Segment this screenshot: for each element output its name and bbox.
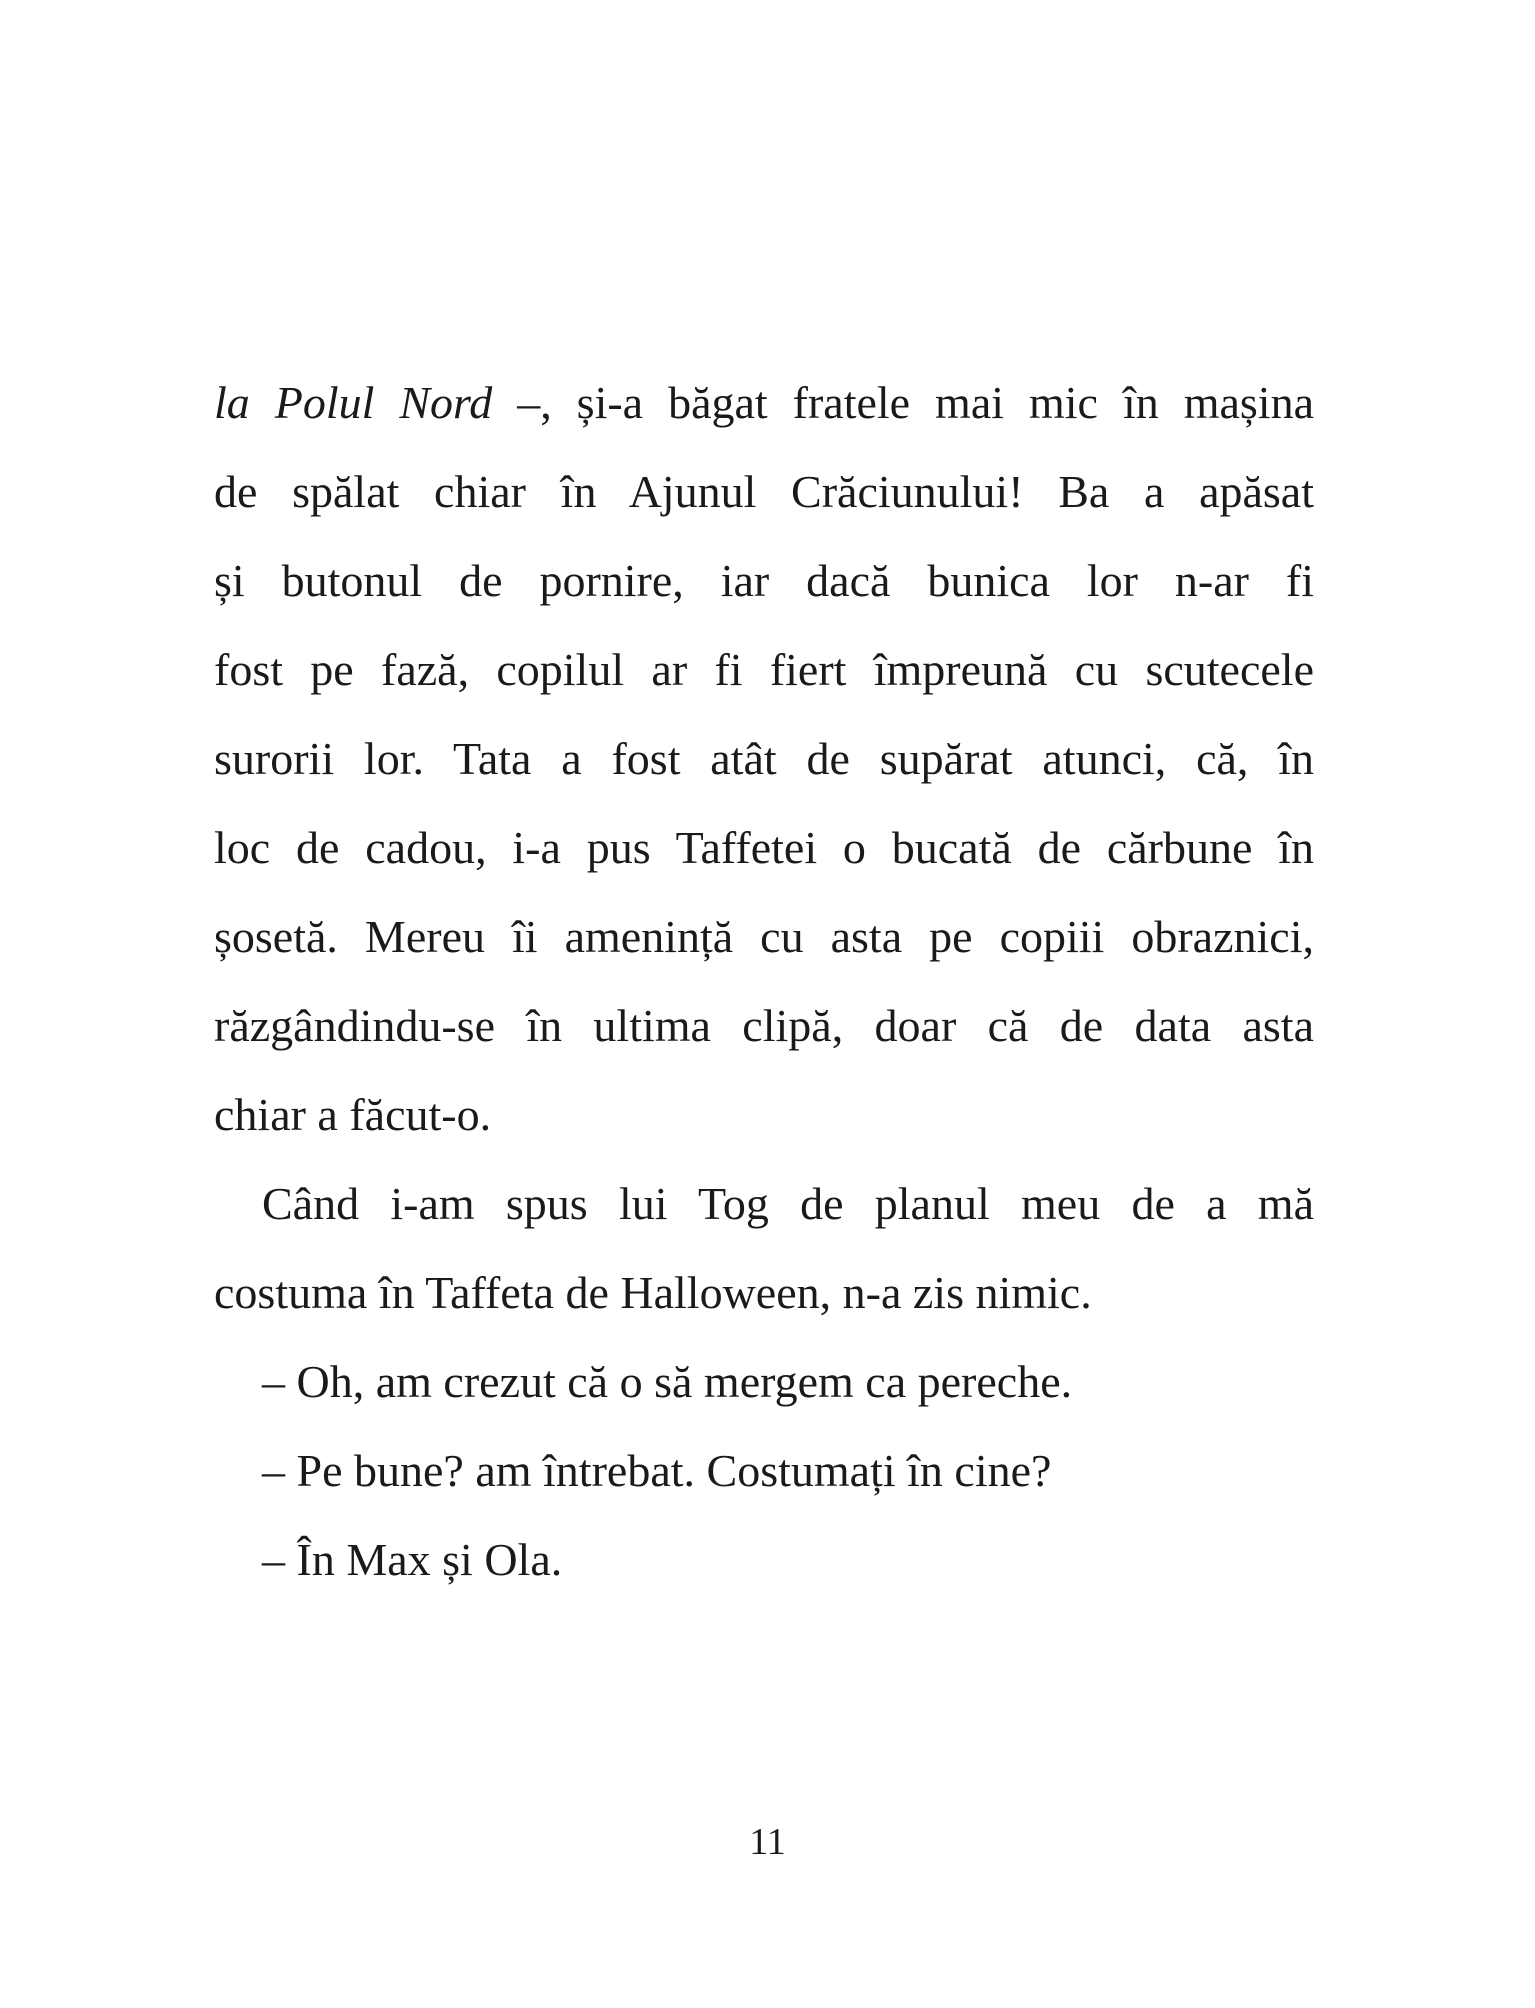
text-line: de spălat chiar în Ajunul Crăciunului! Ba a apăsat (214, 466, 1314, 517)
text-line: răzgândindu-se în ultima clipă, doar că de data asta (214, 1000, 1314, 1051)
text-line (214, 358, 1314, 447)
text-line-rest: –, și-a băgat fratele mai mic în mașina (492, 377, 1314, 428)
page-number: 11 (749, 1821, 786, 1863)
text-line: și butonul de pornire, iar dacă bunica lor n-ar fi (214, 555, 1314, 606)
text-line: fost pe fază, copilul ar fi fiert împreună cu scutecele (214, 644, 1314, 695)
text-line: Când i-am spus lui Tog de planul meu de a mă (262, 1178, 1314, 1229)
text-line: șosetă. Mereu îi amenință cu asta pe copiii obraznici, (214, 911, 1314, 962)
italic-phrase: la Polul Nord (214, 377, 493, 428)
dialogue-line: – Oh, am crezut că o să mergem ca pereche. (262, 1356, 1073, 1407)
text-line: surorii lor. Tata a fost atât de supărat atunci, că, în (214, 733, 1314, 784)
dialogue-line: – Pe bune? am întrebat. Costumați în cine? (262, 1445, 1052, 1496)
text-line: chiar a făcut-o. (214, 1089, 492, 1140)
body-text (214, 358, 1314, 1604)
text-line: loc de cadou, i-a pus Taffetei o bucată de cărbune în (214, 822, 1314, 873)
text-line: costuma în Taffeta de Halloween, n-a zis nimic. (214, 1267, 1092, 1318)
dialogue-line: – În Max și Ola. (262, 1534, 563, 1585)
